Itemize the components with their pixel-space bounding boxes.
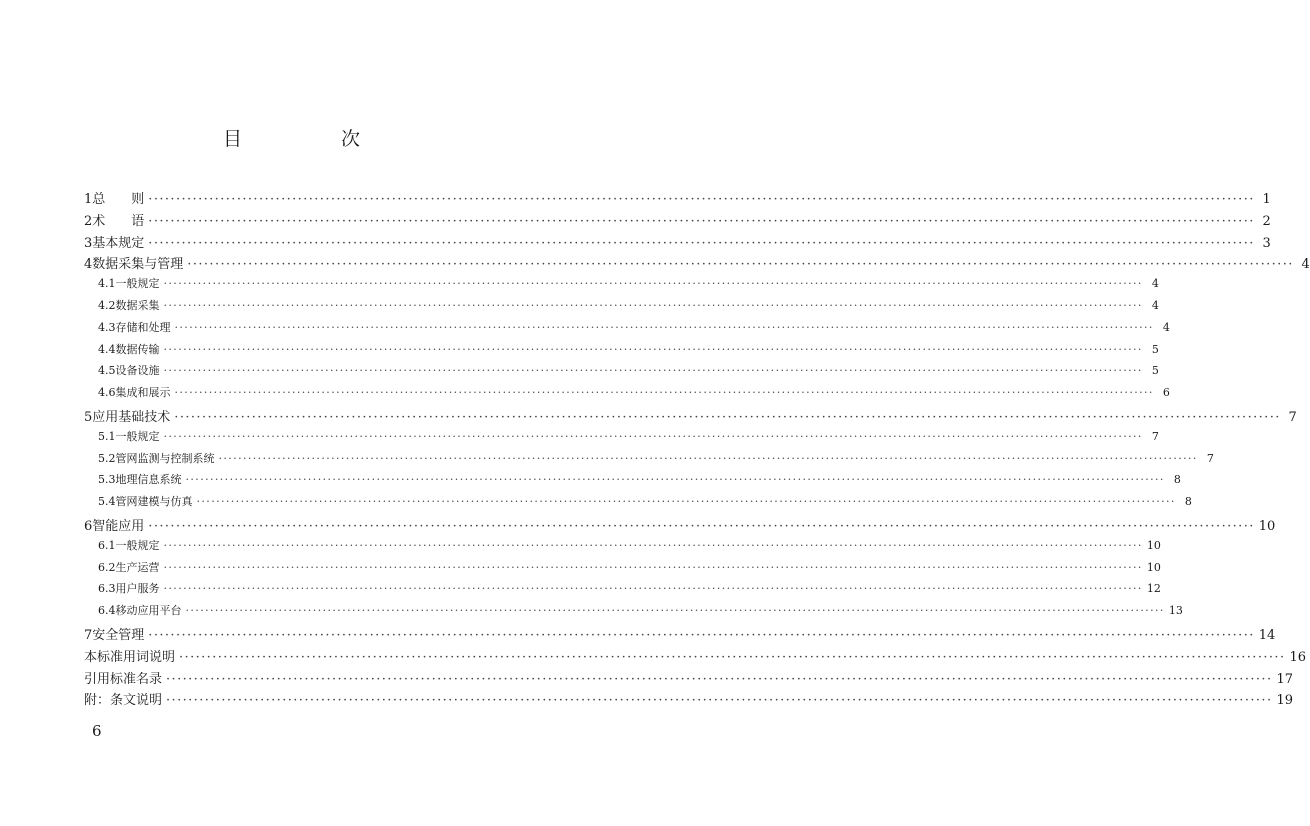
page-title: 目 次 xyxy=(222,128,400,150)
toc-entry-number: 5.3 xyxy=(98,473,116,487)
toc-entry[interactable] xyxy=(98,428,1159,444)
toc-entry-label: 附：条文说明 xyxy=(84,693,163,709)
toc-entry-label: 管网建模与仿真 xyxy=(115,495,193,509)
toc-entry-label: 数据传输 xyxy=(115,342,160,356)
toc-leader-dots: ········································································································································································································ xyxy=(166,693,1273,709)
toc-entry-label: 引用标准名录 xyxy=(84,671,163,687)
toc-entry-number: 6.1 xyxy=(98,538,116,552)
toc-entry[interactable] xyxy=(84,232,1271,251)
toc-entry-label: 数据采集 xyxy=(115,299,160,312)
toc-entry-label: 一般规定 xyxy=(115,277,160,291)
toc-leader-dots: ········································································································································································································ xyxy=(179,649,1286,665)
toc-entry-page: 4 xyxy=(1162,320,1170,334)
toc-leader-dots: ········································································································································································································ xyxy=(163,364,1143,378)
toc-entry-number: 6.4 xyxy=(98,604,116,618)
toc-entry[interactable] xyxy=(98,602,1183,618)
toc-leader-dots: ········································································································································································································ xyxy=(174,410,1281,425)
toc-leader-dots: ········································································································································································································ xyxy=(218,451,1198,465)
toc-entry-label: 地理信息系统 xyxy=(115,473,182,487)
toc-entry-number: 1 xyxy=(84,192,93,207)
toc-entry-page: 4 xyxy=(1301,257,1310,273)
toc-entry-label: 管网监测与控制系统 xyxy=(115,451,215,465)
toc-entry-page: 6 xyxy=(1162,386,1170,400)
toc-entry-page: 13 xyxy=(1168,604,1183,618)
toc-leader-dots: ········································································································································································································ xyxy=(163,429,1143,443)
toc-entry[interactable] xyxy=(98,580,1161,596)
toc-entry[interactable] xyxy=(98,537,1161,553)
toc-entry-page: 16 xyxy=(1289,649,1307,665)
toc-entry-label: 数据采集与管理 xyxy=(92,257,184,273)
toc-entry-label: 用户服务 xyxy=(115,582,160,596)
toc-entry-page: 10 xyxy=(1258,519,1276,534)
toc-entry[interactable] xyxy=(98,450,1214,466)
toc-entry-number: 7 xyxy=(84,628,93,643)
toc-entry-page: 4 xyxy=(1151,299,1159,312)
toc-entry-number: 4 xyxy=(84,257,93,273)
toc-entry-page: 1 xyxy=(1262,192,1271,207)
toc-leader-dots: ········································································································································································································ xyxy=(187,257,1294,273)
toc-entry[interactable] xyxy=(84,668,1294,687)
toc-entry-number: 4.5 xyxy=(98,364,116,378)
toc-entry-page: 4 xyxy=(1151,277,1159,291)
toc-entry-number: 4.4 xyxy=(98,342,116,356)
toc-entry[interactable] xyxy=(84,646,1307,665)
toc-entry-page: 8 xyxy=(1173,473,1181,487)
toc-entry-page: 8 xyxy=(1184,495,1192,509)
toc-entry-page: 14 xyxy=(1258,628,1276,643)
toc-entry-number: 6.3 xyxy=(98,582,116,596)
toc-entry-page: 7 xyxy=(1151,429,1159,443)
toc-entry-page: 2 xyxy=(1262,213,1271,229)
toc-entry-label: 移动应用平台 xyxy=(115,604,182,618)
toc-leader-dots: ········································································································································································································ xyxy=(163,277,1143,291)
toc-entry[interactable] xyxy=(84,624,1276,643)
toc-entry-number: 6 xyxy=(84,519,93,534)
toc-entry-page: 12 xyxy=(1146,582,1161,596)
page-number: 6 xyxy=(92,722,102,740)
toc-leader-dots: ········································································································································································································ xyxy=(174,386,1154,400)
toc-entry[interactable] xyxy=(84,210,1271,229)
toc-entry[interactable] xyxy=(98,319,1170,335)
toc-leader-dots: ········································································································································································································ xyxy=(163,538,1143,552)
toc-entry-number: 5.1 xyxy=(98,429,116,443)
toc-entry[interactable] xyxy=(98,341,1159,357)
toc-entry[interactable] xyxy=(98,297,1159,313)
toc-entry-label: 基本规定 xyxy=(92,235,145,251)
toc-entry-number: 4.3 xyxy=(98,320,116,334)
toc-entry-number: 5.2 xyxy=(98,451,116,465)
toc-entry-label: 设备设施 xyxy=(115,364,160,378)
toc-entry-page: 7 xyxy=(1206,451,1214,465)
toc-leader-dots: ········································································································································································································ xyxy=(163,560,1143,574)
toc-entry-page: 17 xyxy=(1276,671,1294,687)
toc-entry-label: 一般规定 xyxy=(115,429,160,443)
toc-entry-label: 应用基础技术 xyxy=(92,410,171,425)
toc-entry[interactable] xyxy=(98,384,1170,400)
toc-entry-number: 3 xyxy=(84,235,93,251)
toc-leader-dots: ········································································································································································································ xyxy=(174,320,1154,334)
toc-entry-page: 10 xyxy=(1146,560,1161,574)
toc-entry-number: 4.2 xyxy=(98,299,116,312)
toc-entry[interactable] xyxy=(98,275,1159,291)
toc-entry-page: 3 xyxy=(1262,235,1271,251)
toc-entry-label: 集成和展示 xyxy=(115,386,171,400)
toc-leader-dots: ········································································································································································································ xyxy=(148,519,1255,534)
toc-entry-number: 5.4 xyxy=(98,495,116,509)
toc-leader-dots: ········································································································································································································ xyxy=(163,342,1143,356)
toc-entry-page: 5 xyxy=(1151,364,1159,378)
toc-entry-page: 5 xyxy=(1151,342,1159,356)
toc-entry-number: 4.6 xyxy=(98,386,116,400)
toc-entry-number: 4.1 xyxy=(98,277,116,291)
toc-entry-page: 7 xyxy=(1288,410,1297,425)
toc-leader-dots: ········································································································································································································ xyxy=(163,582,1143,596)
toc-entry-label: 一般规定 xyxy=(115,538,160,552)
toc-entry[interactable] xyxy=(84,406,1297,425)
toc-entry[interactable] xyxy=(84,515,1276,534)
toc-entry[interactable] xyxy=(98,471,1181,487)
toc-entry-page: 10 xyxy=(1146,538,1161,552)
toc-leader-dots: ········································································································································································································ xyxy=(185,473,1165,487)
toc-entry-label: 智能应用 xyxy=(92,519,145,534)
toc-entry-label: 存储和处理 xyxy=(115,320,171,334)
toc-entry[interactable] xyxy=(98,493,1192,509)
toc-leader-dots: ········································································································································································································ xyxy=(185,604,1165,618)
toc-entry-label: 生产运营 xyxy=(115,560,160,574)
toc-entry-page: 19 xyxy=(1276,693,1294,709)
toc-entry-number: 6.2 xyxy=(98,560,116,574)
toc-entry[interactable] xyxy=(84,689,1294,709)
toc-entry[interactable] xyxy=(98,559,1161,575)
toc-leader-dots: ········································································································································································································ xyxy=(166,671,1273,687)
toc-leader-dots: ········································································································································································································ xyxy=(163,299,1143,312)
toc-entry-label: 本标准用词说明 xyxy=(84,649,176,665)
toc-leader-dots: ········································································································································································································ xyxy=(148,628,1255,643)
toc-leader-dots: ········································································································································································································ xyxy=(148,235,1255,251)
toc-entry-number: 2 xyxy=(84,213,93,229)
toc-leader-dots: ········································································································································································································ xyxy=(148,192,1255,207)
toc-entry[interactable] xyxy=(84,253,1310,273)
toc-entry[interactable] xyxy=(84,188,1271,207)
toc-entry[interactable] xyxy=(98,362,1159,378)
toc-leader-dots: ········································································································································································································ xyxy=(196,495,1176,509)
toc-entry-number: 5 xyxy=(84,410,93,425)
toc-entry-label: 总 则 xyxy=(92,192,145,207)
toc-entry-label: 安全管理 xyxy=(92,628,145,643)
toc-leader-dots: ········································································································································································································ xyxy=(148,213,1255,229)
toc-entry-label: 术 语 xyxy=(92,213,145,229)
